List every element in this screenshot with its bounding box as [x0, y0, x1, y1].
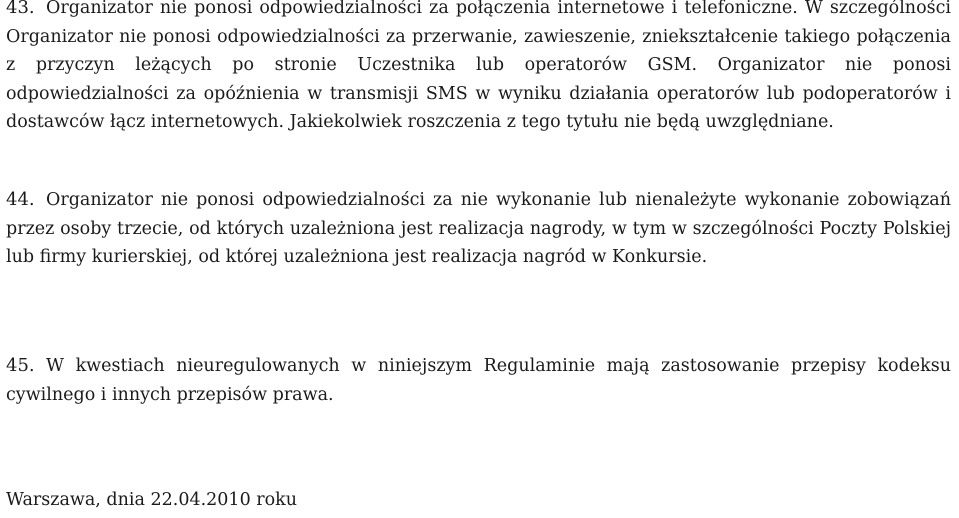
paragraph-number: 44. [6, 189, 35, 210]
paragraph-45 [6, 352, 951, 409]
paragraph-number: 43. [6, 0, 35, 18]
paragraph-44 [6, 186, 951, 272]
paragraph-number: 45. [6, 355, 35, 376]
paragraph-text: Organizator nie ponosi odpowiedzialności za połączenia internetowe i telefoniczne. W szczególności Organizator nie ponosi odpowiedzialności za przerwanie, zawieszenie, zniekształcenie takiego połączenia z przyczyn leżących po stronie Uczestnika lub operatorów GSM. Organizator nie ponosi odpowiedzialności za opóźnienia w transmisji SMS w wyniku działania operatorów lub podoperatorów i dostawców łącz internetowych. Jakiekolwiek roszczenia z tego tytułu nie będą uwzględniane. [6, 0, 951, 132]
place-and-date: Warszawa, dnia 22.04.2010 roku [6, 490, 298, 510]
paragraph-text: W kwestiach nieuregulowanych w niniejszym Regulaminie mają zastosowanie przepisy kodeksu cywilnego i innych przepisów prawa. [6, 356, 951, 405]
paragraph-43 [6, 0, 951, 137]
paragraph-text: Organizator nie ponosi odpowiedzialności za nie wykonanie lub nienależyte wykonanie zobowiązań przez osoby trzecie, od których uzależniona jest realizacja nagrody, w tym w szczególności Poczty Polskiej lub firmy kurierskiej, od której uzależniona jest realizacja nagród w Konkursie. [6, 190, 951, 267]
